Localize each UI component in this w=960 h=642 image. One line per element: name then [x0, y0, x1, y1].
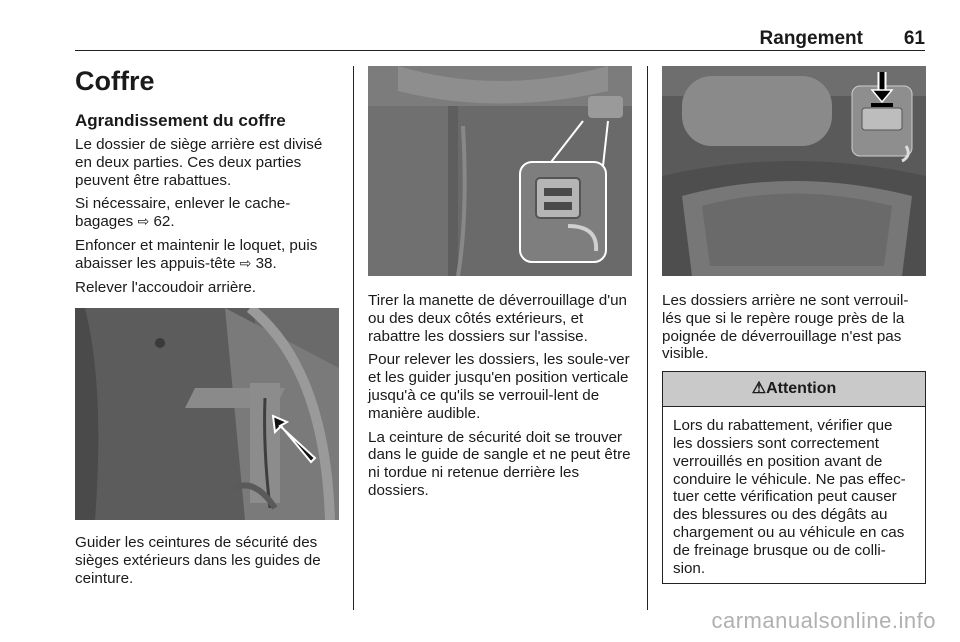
chapter-title: Coffre: [75, 66, 155, 96]
warning-text: Lors du rabattement, vérifier que les dossiers sont correctement verrouillés en position avant de conduire le véhicule. Ne pas effec-tuer cette vérification peut causer des blessures ou des dégâts au chargement ou au véhicule en cas de freinage brusque ou de colli-sion.: [673, 417, 906, 577]
paragraph: Tirer la manette de déverrouillage d'un ou des deux côtés extérieurs, et rabattre les dossiers sur l'assise.: [368, 292, 627, 345]
release-lever-photo: [368, 66, 632, 276]
paragraph: La ceinture de sécurité doit se trouver dans le guide de sangle et ne peut être ni tordue ni retenue derrière les dossiers.: [368, 428, 631, 499]
paragraph: Pour relever les dossiers, les soule-ver et les guider jusqu'en position verticale jusqu'à ce qu'ils se verrouil-lent de manière audible.: [368, 351, 630, 422]
page-number: 61: [903, 28, 925, 49]
paragraph: Relever l'accoudoir arrière.: [75, 278, 257, 296]
section-heading: Agrandissement du coffre: [75, 111, 286, 130]
column-divider: [647, 66, 648, 610]
cross-reference-link[interactable]: 62.: [153, 213, 175, 231]
warning-body: [663, 407, 925, 583]
paragraph: Enfoncer et maintenir le loquet, puis abaisser les appuis-tête ⇨ 38.: [75, 236, 318, 272]
arrow-ref-icon: ⇨: [239, 254, 252, 271]
paragraph: Les dossiers arrière ne sont verrouil-lés que si le repère rouge près de la poignée de déverrouillage n'est pas visible.: [662, 292, 909, 363]
seatbelt-guide-photo: [75, 308, 339, 520]
column-1: [75, 66, 339, 594]
column-divider: [353, 66, 354, 610]
section-title: Rangement: [759, 28, 863, 49]
warning-title: Attention: [766, 380, 837, 398]
cross-reference-link[interactable]: 38.: [255, 254, 277, 272]
paragraph: Si nécessaire, enlever le cache-bagages ⇨ 62.: [75, 195, 291, 231]
arrow-ref-icon: ⇨: [137, 213, 150, 230]
warning-icon: ⚠: [751, 380, 767, 398]
page-header: [75, 28, 925, 51]
watermark: carmanualsonline.info: [711, 608, 936, 633]
warning-box: [662, 371, 926, 584]
paragraph: Guider les ceintures de sécurité des sièges extérieurs dans les guides de ceinture.: [75, 534, 321, 587]
warning-header: [663, 372, 925, 407]
paragraph: Le dossier de siège arrière est divisé en deux parties. Ces deux parties peuvent être rabattues.: [75, 136, 323, 189]
seatback-lock-photo: [662, 66, 926, 276]
column-2: [368, 66, 632, 506]
column-3: [662, 66, 926, 584]
